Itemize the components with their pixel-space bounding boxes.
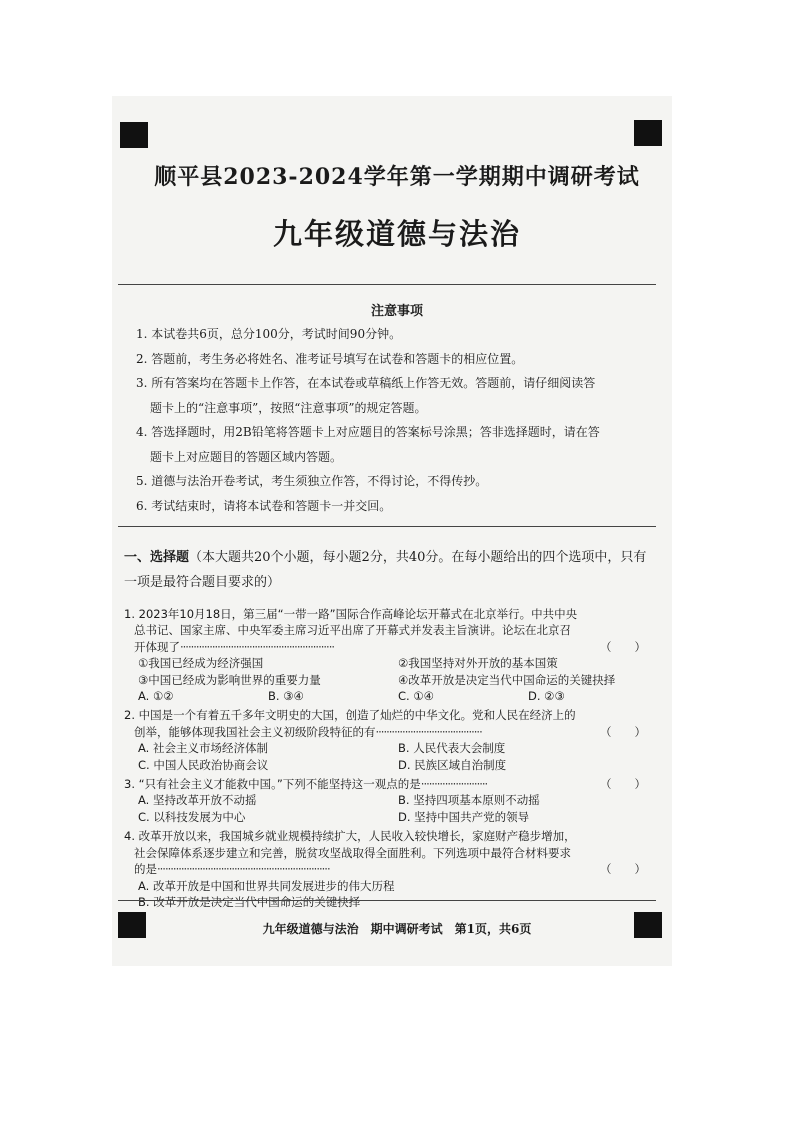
note-item: 2. 答题前，考生务必将姓名、准考证号填写在试卷和答题卡的相应位置。 [136,351,524,366]
page-footer: 九年级道德与法治 期中调研考试 第1页，共6页 [262,922,532,936]
exam-title: 顺平县2023-2024学年第一学期期中调研考试 [154,164,640,190]
notes-top-rule [118,284,656,285]
exam-subject: 九年级道德与法治 [272,217,521,251]
note-item: 1. 本试卷共6页，总分100分，考试时间90分钟。 [136,327,402,341]
note-item: 4. 答选择题时，用2B铅笔将答题卡上对应题目的答案标号涂黑；答非选择题时，请在答 题卡上对应题目的答题区域内答题。 [136,425,600,464]
section-heading: 一、选择题（本大题共20个小题，每小题2分，共40分。在每小题给出的四个选项中，只有 一项是最符合题目要求的） [124,550,647,590]
note-item: 5. 道德与法治开卷考试，考生须独立作答，不得讨论，不得传抄。 [136,474,488,488]
notes-title: 注意事项 [370,304,423,319]
question-2: 2. 中国是一个有着五千多年文明史的大国，创造了灿烂的中华文化。党和人民在经济上的 创举，能够体现我国社会主义初级阶段特征的有········································ （ ） A. 社会主义市场经济体制 B. 人民代表大会制度 C. 中国人民政治协商会议 D. 民族区域自治制度 [124,708,646,772]
footer-rule [118,900,656,901]
question-1: 1. 2023年10月18日，第三届“一带一路”国际合作高峰论坛开幕式在北京举行。中共中央 总书记、国家主席、中央军委主席习近平出席了开幕式并发表主旨演讲。论坛在北京召 开体现了·························································· （ ） ①我国已经成为经济强国 ②我国坚持对外开放的基本国策 ③中国已经成为影响世界的重要力量 ④改革开放是决定当代中国命运的关键抉择 A. ①② B. ③④ C. ①④ D. ②③ [124,607,646,704]
note-item: 6. 考试结束时，请将本试卷和答题卡一并交回。 [136,498,392,513]
notes-bottom-rule [118,526,656,527]
registration-mark-top-right [634,120,662,146]
question-4: 4. 改革开放以来，我国城乡就业规模持续扩大，人民收入较快增长，家庭财产稳步增加， 社会保障体系逐步建立和完善，脱贫攻坚战取得全面胜利。下列选项中最符合材料要求 的是································································· （ ） A. 改革开放是中国和世界共同发展进步的伟大历程 B. 改革开放是决定当代中国命运的关键抉择 [124,829,646,909]
registration-mark-top-left [120,122,148,148]
question-list [124,606,658,913]
note-item: 3. 所有答案均在答题卡上作答，在本试卷或草稿纸上作答无效。答题前，请仔细阅读答 题卡上的“注意事项”，按照“注意事项”的规定答题。 [136,376,596,415]
question-3: 3. “只有社会主义才能救中国。”下列不能坚持这一观点的是························· （ ） A. 坚持改革开放不动摇 B. 坚持四项基本原则不动摇 C. 以科技发展为中心 D. 坚持中国共产党的领导 [124,777,646,824]
notes-list [136,322,656,518]
